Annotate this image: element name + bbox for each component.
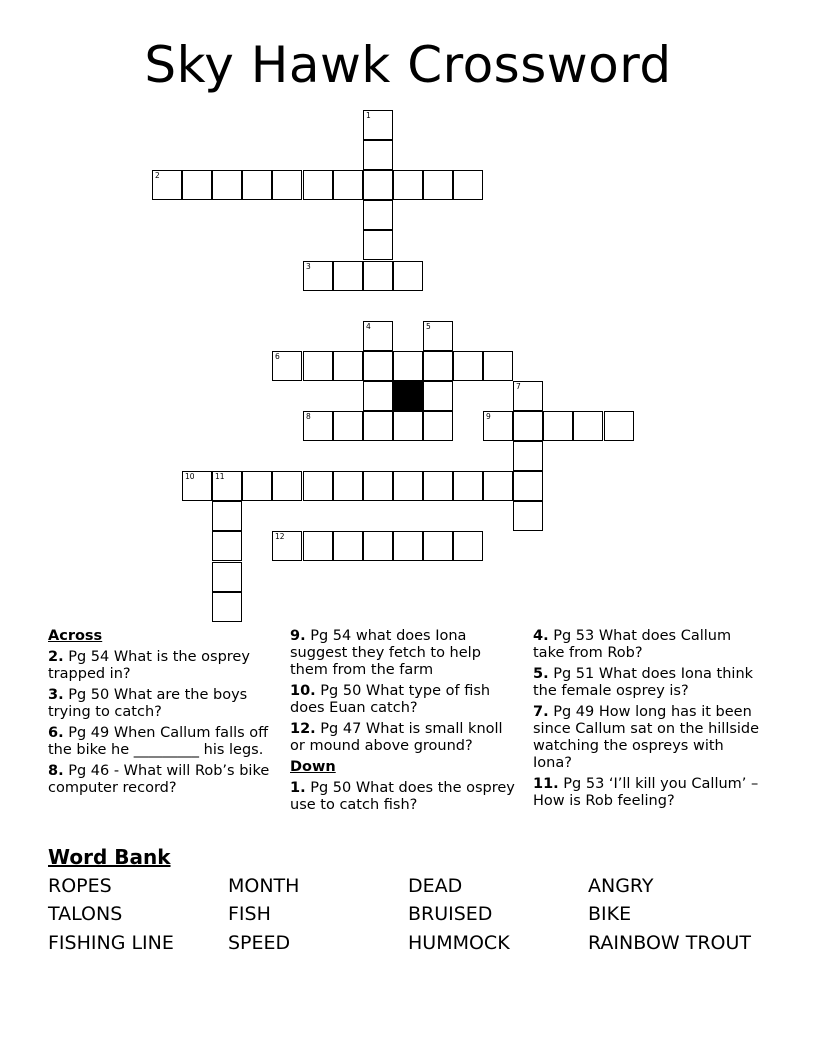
crossword-cell[interactable] (393, 471, 423, 501)
clue-down-11: 11. Pg 53 ‘I’ll kill you Callum’ – How is Rob feeling? (533, 776, 759, 809)
crossword-cell[interactable] (333, 471, 363, 501)
crossword-cell[interactable] (453, 471, 483, 501)
crossword-cell[interactable] (272, 471, 302, 501)
crossword-cell[interactable] (423, 170, 453, 200)
crossword-cell[interactable] (363, 381, 393, 411)
clue-number: 6 (275, 352, 280, 361)
word-bank-item: BIKE (588, 903, 632, 925)
crossword-cell[interactable] (393, 411, 423, 441)
clue-number: 3 (306, 262, 311, 271)
crossword-cell[interactable] (182, 471, 212, 501)
clue-column-1 (48, 628, 276, 801)
crossword-cell[interactable] (513, 471, 543, 501)
crossword-cell[interactable] (212, 531, 242, 561)
crossword-cell[interactable] (303, 351, 333, 381)
crossword-cell[interactable] (483, 351, 513, 381)
clue-number: 10 (185, 472, 195, 481)
crossword-cell[interactable] (423, 381, 453, 411)
crossword-cell[interactable] (483, 471, 513, 501)
clue-down-5: 5. Pg 51 What does Iona think the female osprey is? (533, 666, 754, 699)
across-header: Across (48, 628, 103, 644)
clue-across-10: 10. Pg 50 What type of fish does Euan catch? (290, 683, 491, 716)
crossword-cell[interactable] (393, 170, 423, 200)
crossword-cell[interactable] (272, 351, 302, 381)
clue-number: 9 (486, 412, 491, 421)
crossword-cell[interactable] (363, 261, 393, 291)
clue-number: 7 (516, 382, 521, 391)
crossword-cell[interactable] (483, 411, 513, 441)
crossword-cell[interactable] (453, 351, 483, 381)
page-title: Sky Hawk Crossword (144, 36, 672, 94)
clue-number: 8 (306, 412, 311, 421)
crossword-cell[interactable] (363, 471, 393, 501)
clue-across-3: 3. Pg 50 What are the boys trying to catch? (48, 687, 248, 720)
clue-down-1: 1. Pg 50 What does the osprey use to catch fish? (290, 780, 515, 813)
crossword-cell[interactable] (363, 531, 393, 561)
black-cell (393, 381, 423, 411)
crossword-cell[interactable] (363, 230, 393, 260)
clue-number: 12 (275, 532, 285, 541)
crossword-cell[interactable] (303, 531, 333, 561)
clue-across-9: 9. Pg 54 what does Iona suggest they fetch to help them from the farm (290, 628, 481, 678)
word-bank-item: HUMMOCK (408, 932, 510, 954)
crossword-cell[interactable] (423, 531, 453, 561)
crossword-cell[interactable] (513, 441, 543, 471)
clue-across-2: 2. Pg 54 What is the osprey trapped in? (48, 649, 250, 682)
crossword-cell[interactable] (152, 170, 182, 200)
crossword-cell[interactable] (303, 471, 333, 501)
clue-number: 11 (215, 472, 225, 481)
clue-number: 2 (155, 171, 160, 180)
crossword-cell[interactable] (272, 531, 302, 561)
clue-down-7: 7. Pg 49 How long has it been since Callum sat on the hillside watching the ospreys with Iona? (533, 704, 760, 771)
crossword-cell[interactable] (423, 321, 453, 351)
word-bank-item: TALONS (48, 903, 123, 925)
clue-across-12: 12. Pg 47 What is small knoll or mound above ground? (290, 721, 503, 754)
crossword-cell[interactable] (543, 411, 573, 441)
crossword-cell[interactable] (212, 501, 242, 531)
down-header: Down (290, 759, 336, 775)
crossword-cell[interactable] (393, 531, 423, 561)
clue-across-8: 8. Pg 46 - What will Rob’s bike computer record? (48, 763, 270, 796)
crossword-cell[interactable] (303, 261, 333, 291)
crossword-cell[interactable] (303, 170, 333, 200)
clue-column-2 (290, 628, 520, 818)
clue-number: 5 (426, 322, 431, 331)
crossword-cell[interactable] (303, 411, 333, 441)
crossword-cell[interactable] (212, 592, 242, 622)
word-bank-item: MONTH (228, 875, 300, 897)
clue-number: 4 (366, 322, 371, 331)
clue-down-4: 4. Pg 53 What does Callum take from Rob? (533, 628, 732, 661)
crossword-cell[interactable] (393, 261, 423, 291)
crossword-cell[interactable] (363, 140, 393, 170)
crossword-cell[interactable] (513, 381, 543, 411)
crossword-cell[interactable] (333, 411, 363, 441)
word-bank-item: SPEED (228, 932, 291, 954)
word-bank-item: FISH (228, 903, 271, 925)
crossword-cell[interactable] (363, 200, 393, 230)
crossword-cell[interactable] (393, 351, 423, 381)
crossword-cell[interactable] (363, 170, 393, 200)
crossword-cell[interactable] (272, 170, 302, 200)
crossword-cell[interactable] (212, 471, 242, 501)
crossword-cell[interactable] (212, 562, 242, 592)
crossword-cell[interactable] (242, 170, 272, 200)
crossword-cell[interactable] (363, 321, 393, 351)
clue-across-6: 6. Pg 49 When Callum falls off the bike he _________ his legs. (48, 725, 269, 758)
crossword-cell[interactable] (333, 531, 363, 561)
word-bank-item: RAINBOW TROUT (588, 932, 752, 954)
crossword-cell[interactable] (333, 170, 363, 200)
clue-column-3 (533, 628, 765, 814)
crossword-cell[interactable] (363, 110, 393, 140)
crossword-cell[interactable] (604, 411, 634, 441)
word-bank-item: ANGRY (588, 875, 654, 897)
clue-number: 1 (366, 111, 371, 120)
crossword-cell[interactable] (363, 411, 393, 441)
crossword-cell[interactable] (573, 411, 603, 441)
word-bank-item: DEAD (408, 875, 463, 897)
word-bank-title: Word Bank (48, 845, 171, 869)
crossword-cell[interactable] (363, 351, 393, 381)
crossword-cell[interactable] (453, 531, 483, 561)
crossword-cell[interactable] (212, 170, 242, 200)
crossword-cell[interactable] (423, 351, 453, 381)
crossword-cell[interactable] (242, 471, 272, 501)
crossword-cell[interactable] (453, 170, 483, 200)
crossword-cell[interactable] (182, 170, 212, 200)
crossword-cell[interactable] (513, 501, 543, 531)
crossword-cell[interactable] (333, 261, 363, 291)
word-bank-item: BRUISED (408, 903, 493, 925)
crossword-cell[interactable] (423, 471, 453, 501)
crossword-cell[interactable] (423, 411, 453, 441)
crossword-cell[interactable] (333, 351, 363, 381)
word-bank-item: FISHING LINE (48, 932, 174, 954)
crossword-cell[interactable] (513, 411, 543, 441)
word-bank-item: ROPES (48, 875, 112, 897)
